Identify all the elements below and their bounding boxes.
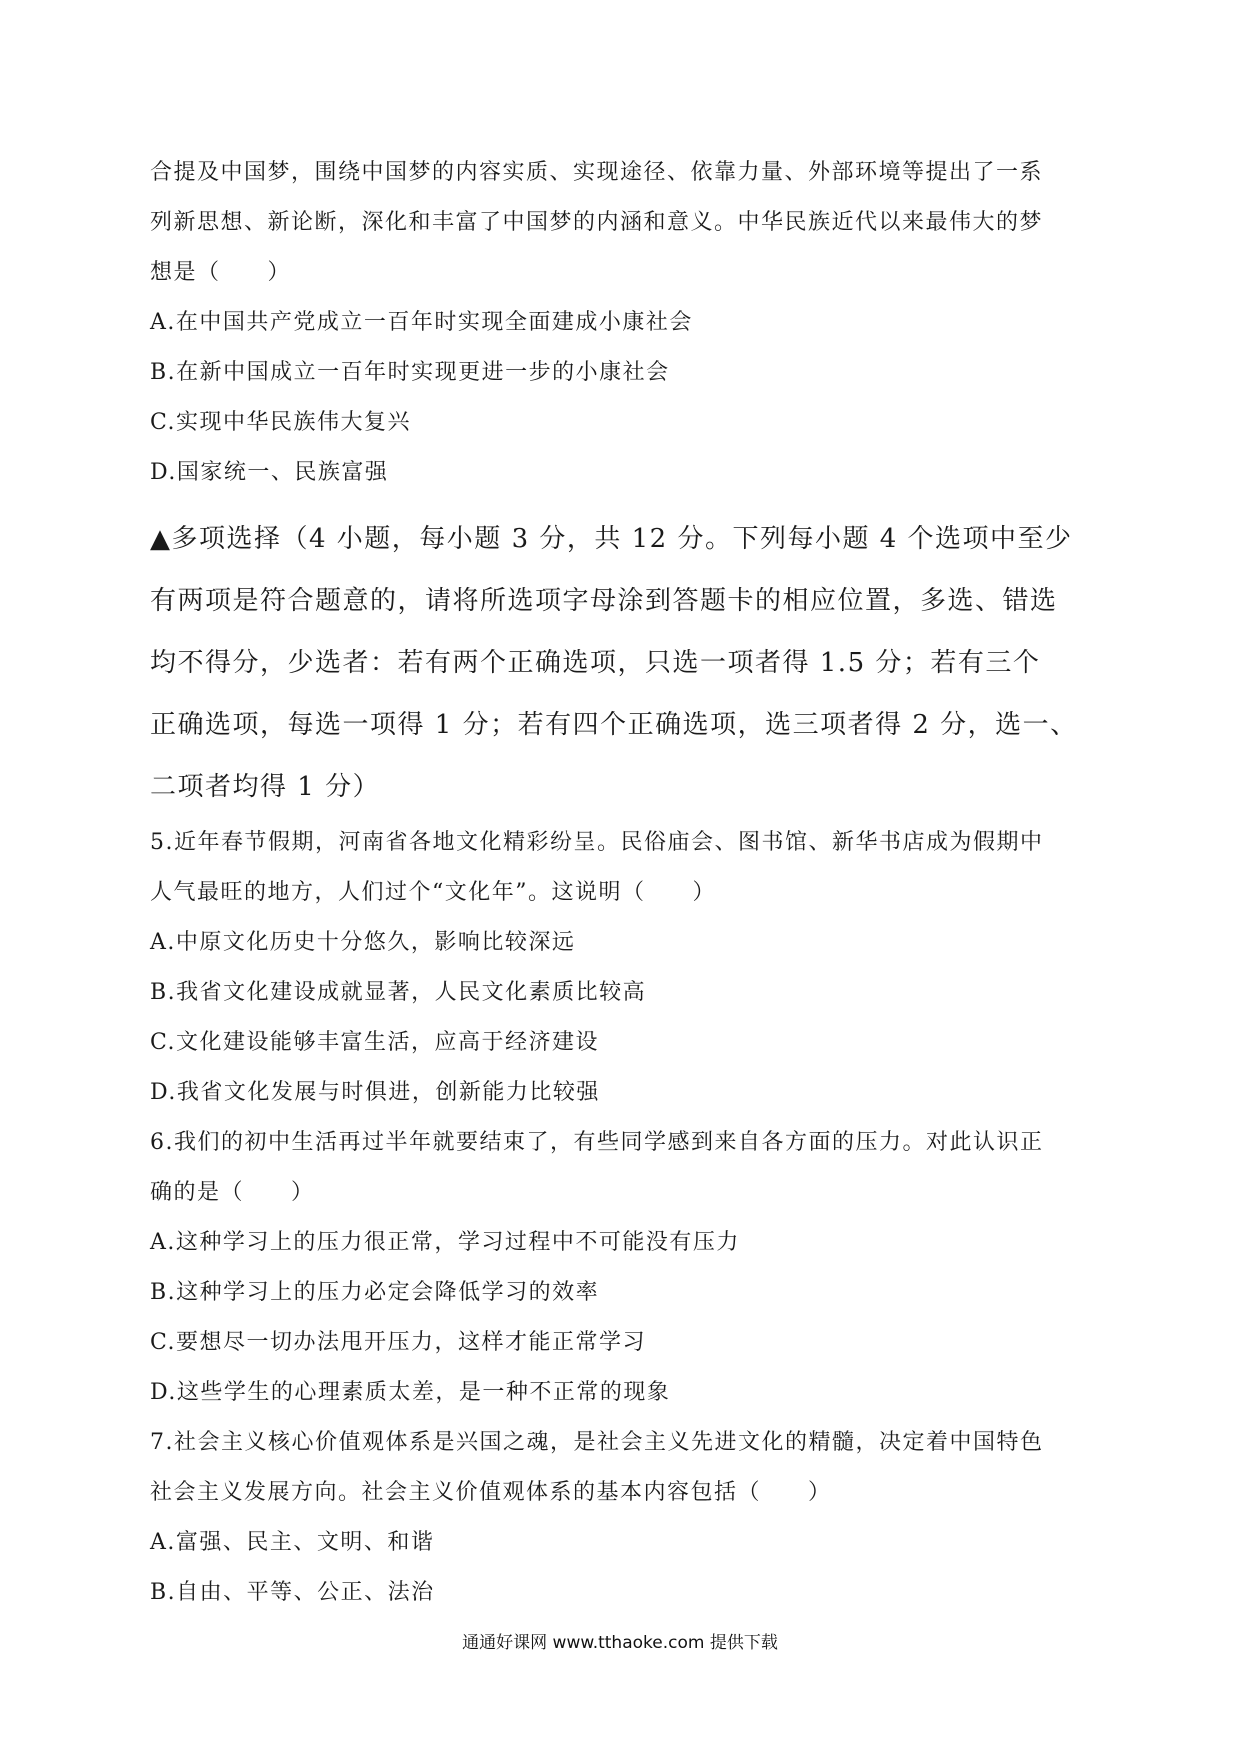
option-b: B.在新中国成立一百年时实现更进一步的小康社会: [150, 360, 670, 385]
question-text-line: 合提及中国梦，围绕中国梦的内容实质、实现途径、依靠力量、外部环境等提出了一系: [150, 160, 1044, 185]
question-text-line: 6.我们的初中生活再过半年就要结束了，有些同学感到来自各方面的压力。对此认识正: [150, 1130, 1044, 1155]
question-text-line: 列新思想、新论断，深化和丰富了中国梦的内涵和意义。中华民族近代以来最伟大的梦: [150, 210, 1044, 235]
option-a: A.富强、民主、文明、和谐: [150, 1530, 435, 1555]
option-d: D.国家统一、民族富强: [150, 460, 389, 485]
question-text-line: 人气最旺的地方，人们过个“文化年”。这说明（ ）: [150, 880, 716, 905]
question-text-line: 确的是（ ）: [150, 1180, 315, 1205]
question-text-line: 社会主义发展方向。社会主义价值观体系的基本内容包括（ ）: [150, 1480, 832, 1505]
option-a: A.这种学习上的压力很正常，学习过程中不可能没有压力: [150, 1230, 740, 1255]
option-d: D.我省文化发展与时俱进，创新能力比较强: [150, 1080, 600, 1105]
section-heading-line: ▲多项选择（4 小题，每小题 3 分，共 12 分。下列每小题 4 个选项中至少: [150, 524, 1073, 554]
section-heading-line: 均不得分，少选者：若有两个正确选项，只选一项者得 1.5 分；若有三个: [150, 648, 1041, 678]
question-5: [150, 818, 1100, 1118]
option-c: C.实现中华民族伟大复兴: [150, 410, 412, 435]
option-d: D.这些学生的心理素质太差，是一种不正常的现象: [150, 1380, 671, 1405]
option-b: B.我省文化建设成就显著，人民文化素质比较高: [150, 980, 647, 1005]
question-4-continued: [150, 148, 1100, 498]
question-text-line: 5.近年春节假期，河南省各地文化精彩纷呈。民俗庙会、图书馆、新华书店成为假期中: [150, 830, 1044, 855]
option-b: B.自由、平等、公正、法治: [150, 1580, 435, 1605]
page-content: [150, 148, 1100, 1618]
option-b: B.这种学习上的压力必定会降低学习的效率: [150, 1280, 600, 1305]
multiple-choice-section-heading: [150, 508, 1100, 818]
option-c: C.文化建设能够丰富生活，应高于经济建设: [150, 1030, 600, 1055]
question-7: [150, 1418, 1100, 1618]
section-heading-line: 二项者均得 1 分）: [150, 772, 381, 802]
page-footer: 通通好课网 www.tthaoke.com 提供下载: [462, 1633, 778, 1653]
question-text-line: 7.社会主义核心价值观体系是兴国之魂，是社会主义先进文化的精髓，决定着中国特色: [150, 1430, 1044, 1455]
question-6: [150, 1118, 1100, 1418]
option-a: A.在中国共产党成立一百年时实现全面建成小康社会: [150, 310, 693, 335]
option-a: A.中原文化历史十分悠久，影响比较深远: [150, 930, 576, 955]
section-heading-line: 有两项是符合题意的，请将所选项字母涂到答题卡的相应位置，多选、错选: [150, 586, 1058, 616]
option-c: C.要想尽一切办法甩开压力，这样才能正常学习: [150, 1330, 647, 1355]
question-text-line: 想是（ ）: [150, 260, 292, 285]
section-heading-line: 正确选项，每选一项得 1 分；若有四个正确选项，选三项者得 2 分，选一、: [150, 710, 1078, 740]
